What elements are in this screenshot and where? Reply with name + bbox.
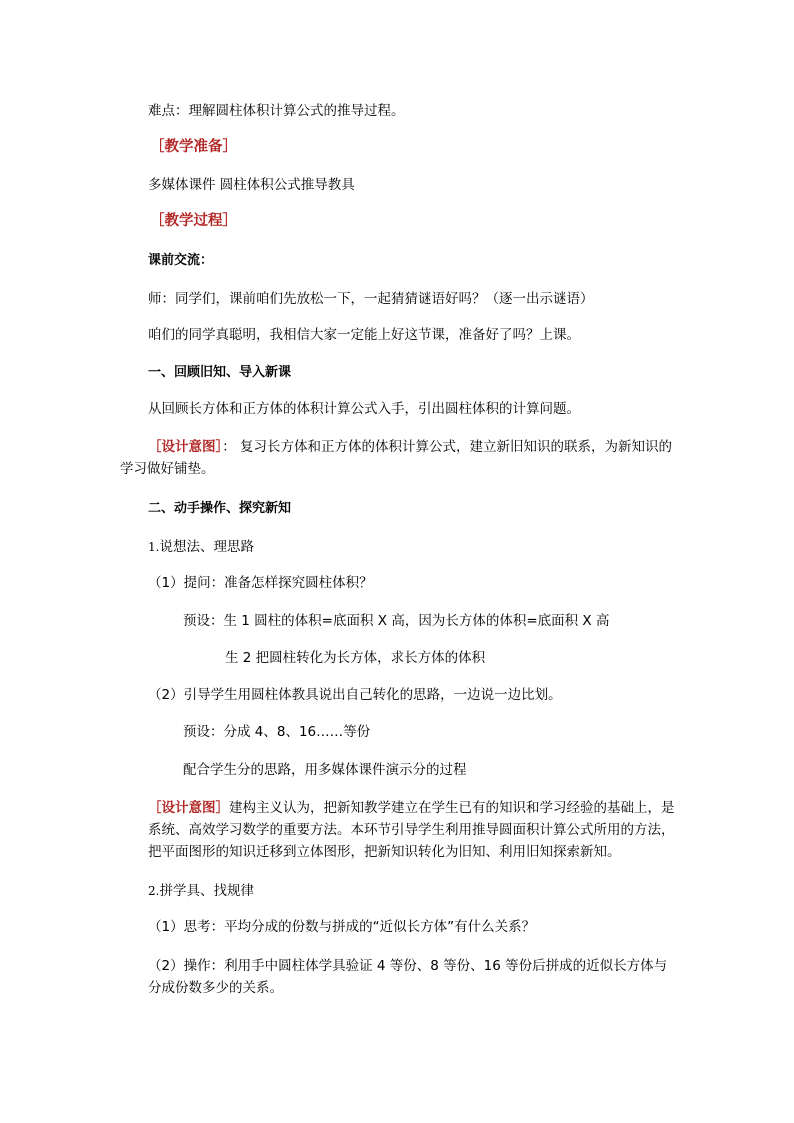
section2-heading: 二、动手操作、探究新知 — [148, 501, 292, 516]
teacher-line: 师：同学们，课前咱们先放松一下，一起猜猜谜语好吗？（逐一出示谜语） — [148, 291, 594, 307]
section1-heading: 一、回顾旧知、导入新课 — [148, 365, 292, 380]
design-intent-1-tag: ［设计意图］ — [148, 439, 223, 455]
design-intent-1 — [120, 436, 680, 480]
design-intent-2-text: 建构主义认为，把新知教学建立在学生已有的知识和学习经验的基础上，是系统、高效学习数学的重要方法。本环节引导学生利用推导圆面积计算公式所用的方法，把平面图形的知识迁移到立体图形，把新知识转化为旧知、利用旧知探索新知。 — [148, 800, 675, 860]
teaching-prep-text: 多媒体课件 圆柱体积公式推导教具 — [148, 177, 355, 193]
think-line: （1）思考：平均分成的份数与拼成的“近似长方体”有什么关系？ — [148, 919, 536, 935]
design-intent-2 — [148, 797, 678, 863]
difficulty-line: 难点：理解圆柱体积计算公式的推导过程。 — [148, 103, 405, 119]
step1-heading — [148, 537, 254, 557]
operate-line: （2）操作：利用手中圆柱体学具验证 4 等份、8 等份、16 等份后拼成的近似长方体与分成份数多少的关系。 — [148, 958, 668, 996]
preset-1b: 生 2 把圆柱转化为长方体，求长方体的体积 — [225, 650, 486, 666]
section1-text: 从回顾长方体和正方体的体积计算公式入手，引出圆柱体积的计算问题。 — [148, 401, 580, 417]
step1-number: 1. — [148, 540, 160, 554]
teaching-process-heading: ［教学过程］ — [150, 213, 237, 229]
pre-class-heading: 课前交流： — [148, 253, 214, 268]
step2-heading — [148, 881, 254, 901]
preset-2b: 配合学生分的思路，用多媒体课件演示分的过程 — [183, 762, 467, 778]
question-1: （1）提问：准备怎样探究圆柱体积？ — [148, 575, 373, 591]
step2-number: 2. — [148, 884, 160, 898]
step2-label: 拼学具、找规律 — [159, 883, 254, 899]
praise-line: 咱们的同学真聪明，我相信大家一定能上好这节课，准备好了吗？上课。 — [148, 327, 580, 343]
preset-1a: 预设：生 1 圆柱的体积=底面积 X 高，因为长方体的体积=底面积 X 高 — [183, 613, 610, 629]
design-intent-1-text: ： 复习长方体和正方体的体积计算公式，建立新旧知识的联系，为新知识的学习做好铺垫。 — [120, 439, 673, 477]
teaching-prep-heading: ［教学准备］ — [150, 139, 237, 155]
step1-label: 说想法、理思路 — [159, 539, 254, 555]
question-2: （2）引导学生用圆柱体教具说出自己转化的思路，一边说一边比划。 — [148, 687, 562, 703]
design-intent-2-tag: ［设计意图］ — [148, 800, 229, 816]
preset-2a: 预设：分成 4、8、16……等份 — [183, 724, 371, 740]
